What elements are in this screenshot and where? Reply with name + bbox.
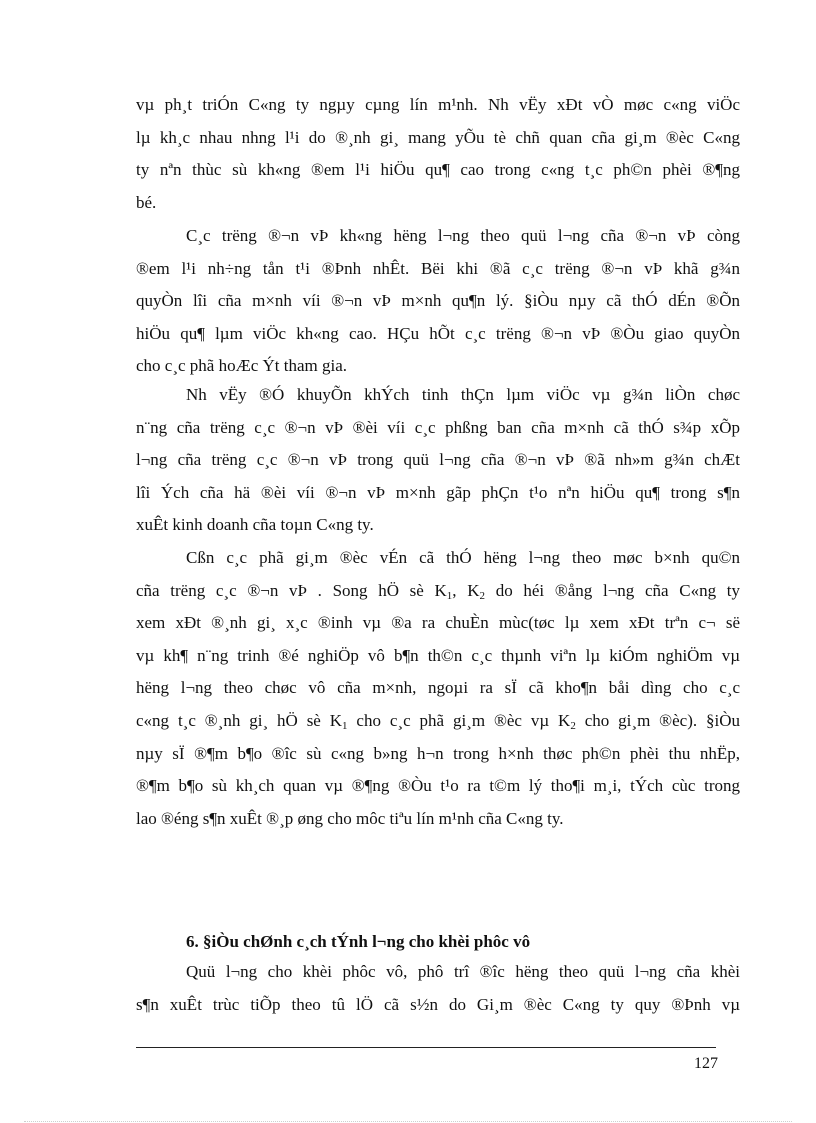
paragraph-line-with-subscripts (136, 705, 740, 738)
page-bottom-border (24, 1121, 792, 1122)
subscript: 1 (446, 589, 453, 602)
line-text: do héi ®ång l¬ng cña C«ng ty (485, 580, 740, 600)
paragraph-line: cho c¸c phã hoÆc Ýt tham gia. (136, 356, 348, 376)
paragraph-line: lµ kh¸c nhau nhng l¹i do ®¸nh gi¸ mang yÕu tè chñ quan cña gi¸m ®èc C«ng (136, 127, 740, 147)
paragraph-line: bé. (136, 192, 157, 212)
paragraph-line: C¸c trëng ®¬n vÞ kh«ng hëng l¬ng theo quü l¬ng cña ®¬n vÞ còng (186, 226, 740, 245)
paragraph-4 (136, 542, 740, 835)
footer-divider (136, 1047, 716, 1048)
paragraph-line: lao ®éng s¶n xuÊt ®¸p øng cho môc tiªu lín m¹nh cña C«ng ty. (136, 808, 564, 828)
paragraph-line: xuÊt kinh doanh cña toµn C«ng ty. (136, 515, 374, 535)
paragraph-line: hëng l¬ng theo chøc vô cña m×nh, ngoµi ra sÏ cã kho¶n båi dìng cho c¸c (136, 678, 740, 698)
paragraph-line: ®¶m b¶o sù kh¸ch quan vµ ®¶ng ®Òu t¹o ra t©m lý tho¶i m¸i, tÝch cùc trong (136, 776, 740, 796)
paragraph-line: nµy sÏ ®¶m b¶o ®îc sù c«ng b»ng h¬n trong h×nh thøc ph©n phèi thu nhËp, (136, 743, 740, 763)
paragraph-line: Cßn c¸c phã gi¸m ®èc vÉn cã thÓ hëng l¬ng theo møc b×nh qu©n (186, 548, 740, 567)
paragraph-line: n¨ng cña trëng c¸c ®¬n vÞ ®èi víi c¸c phßng ban cña m×nh cã thÓ s¾p xÕp (136, 417, 740, 437)
subscript: 1 (342, 719, 348, 732)
line-text: cña trëng c¸c ®¬n vÞ . Song hÖ sè K (136, 580, 447, 600)
subscript: 2 (570, 719, 576, 732)
paragraph-line: Nh vËy ®Ó khuyÕn khÝch tinh thÇn lµm viÖc vµ g¾n liÒn chøc (186, 385, 740, 404)
paragraph-1 (136, 89, 740, 219)
page-number: 127 (694, 1055, 718, 1072)
paragraph-line: ty nªn thùc sù kh«ng ®em l¹i hiÖu qu¶ cao trong c«ng t¸c ph©n phèi ®¶ng (136, 160, 740, 180)
paragraph-line: l¬ng cña trëng c¸c ®¬n vÞ trong quü l¬ng cña ®¬n vÞ ®ã nh»m g¾n chÆt (136, 450, 740, 470)
subscript: 2 (479, 589, 486, 602)
line-text: c«ng t¸c ®¸nh gi¸ hÖ sè K (136, 710, 343, 730)
paragraph-line: vµ ph¸t triÓn C«ng ty ngµy cµng lín m¹nh. Nh vËy xÐt vÒ møc c«ng viÖc (136, 95, 740, 114)
paragraph-line: hiÖu qu¶ lµm viÖc kh«ng cao. HÇu hÕt c¸c trëng ®¬n vÞ ®Òu giao quyÒn (136, 323, 740, 343)
paragraph-line: ®em l¹i nh÷ng tån t¹i ®Þnh nhÊt. Bëi khi ®ã c¸c trëng ®¬n vÞ khã g¾n (136, 258, 740, 278)
paragraph-line: lîi Ých cña hä ®èi víi ®¬n vÞ m×nh gãp phÇn t¹o nªn hiÖu qu¶ trong s¶n (136, 482, 740, 502)
section-heading: 6. §iÒu chØnh c¸ch tÝnh l¬ng cho khèi phôc vô (186, 932, 531, 951)
paragraph-line: xem xÐt ®¸nh gi¸ x¸c ®inh vµ ®a ra chuÈn mùc(tøc lµ xem xÐt trªn c¬ së (136, 613, 740, 633)
paragraph-3 (136, 379, 740, 542)
line-text: , K (452, 580, 480, 600)
paragraph-line: quyÒn lîi cña m×nh víi ®¬n vÞ m×nh qu¶n lý. §iÒu nµy cã thÓ dÉn ®Õn (136, 291, 740, 311)
paragraph-line-with-subscripts (136, 575, 740, 608)
paragraph-line: Quü l¬ng cho khèi phôc vô, phô trî ®îc hëng theo quü l¬ng cña khèi (186, 962, 740, 981)
paragraph-2 (136, 220, 740, 383)
paragraph-line: s¶n xuÊt trùc tiÕp theo tû lÖ cã s½n do Gi¸m ®èc C«ng ty quy ®Þnh vµ (136, 994, 740, 1014)
paragraph-5 (136, 956, 740, 1021)
line-text: cho gi¸m ®èc). §iÒu (575, 710, 740, 730)
line-text: cho c¸c phã gi¸m ®èc vµ K (347, 710, 571, 730)
paragraph-line: vµ kh¶ n¨ng trinh ®é nghiÖp vô b¶n th©n c¸c thµnh viªn lµ kiÓm nghiÖm vµ (136, 645, 740, 665)
